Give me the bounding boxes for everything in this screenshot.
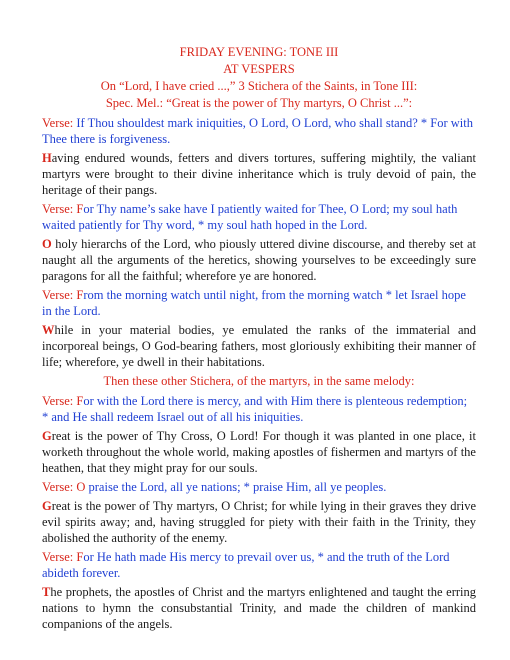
- sticheron-6: The prophets, the apostles of Christ and the martyrs enlightened and taught the erring nations to hymn the consubstantial Trinity, and made the children of mankind companions of the angels.: [42, 585, 476, 631]
- verse-4: Verse: For with the Lord there is mercy, and with Him there is plenteous redemption; * and He shall redeem Israel out of all his iniquities.: [42, 394, 468, 424]
- verse-5: Verse: O praise the Lord, all ye nations; * praise Him, all ye peoples.: [42, 480, 387, 494]
- service-subtitle: AT VESPERS: [223, 62, 295, 76]
- rubric-other-stichera: Then these other Stichera, of the martyrs, in the same melody:: [103, 374, 415, 388]
- verse-3: Verse: From the morning watch until night, from the morning watch * let Israel hope in the Lord.: [42, 288, 466, 318]
- sticheron-4: Great is the power of Thy Cross, O Lord! For though it was planted in one place, it worketh throughout the whole world, making apostles of fishermen and martyrs of the heathen, that they might pray for our souls.: [42, 429, 476, 475]
- sticheron-5: Great is the power of Thy martyrs, O Christ; for while lying in their graves they drive evil spirits away; and, having struggled for piety with their faith in the Trinity, they abolished the authority of the enemy.: [42, 499, 476, 545]
- verse-6: Verse: For He hath made His mercy to prevail over us, * and the truth of the Lord abideth forever.: [42, 550, 450, 580]
- rubric-melody: Spec. Mel.: “Great is the power of Thy martyrs, O Christ ...”:: [105, 96, 413, 110]
- rubric-intro: On “Lord, I have cried ...,” 3 Stichera of the Saints, in Tone III:: [100, 79, 418, 93]
- sticheron-2: O holy hierarchs of the Lord, who piously uttered divine discourse, and thereby set at naught all the arguments of the heretics, showing yourselves to be exceedingly sure paragons for all the faithful; wherefore ye are honored.: [42, 237, 476, 283]
- verse-2: Verse: For Thy name’s sake have I patiently waited for Thee, O Lord; my soul hath waited patiently for Thy word, * my soul hath hoped in the Lord.: [42, 202, 458, 232]
- page-title: FRIDAY EVENING: TONE III: [179, 45, 339, 59]
- sticheron-3: While in your material bodies, ye emulated the ranks of the immaterial and incorporeal beings, O God-bearing fathers, most gloriously exhibiting their manner of life; wherefore, ye dwell in their habitations.: [42, 323, 476, 369]
- sticheron-1: Having endured wounds, fetters and divers tortures, suffering mightily, the valiant martyrs were brought to their divine inheritance which is truly devoid of pain, the heritage of their pangs.: [42, 151, 476, 197]
- verse-1: Verse: If Thou shouldest mark iniquities, O Lord, O Lord, who shall stand? * For with Thee there is forgiveness.: [42, 116, 473, 146]
